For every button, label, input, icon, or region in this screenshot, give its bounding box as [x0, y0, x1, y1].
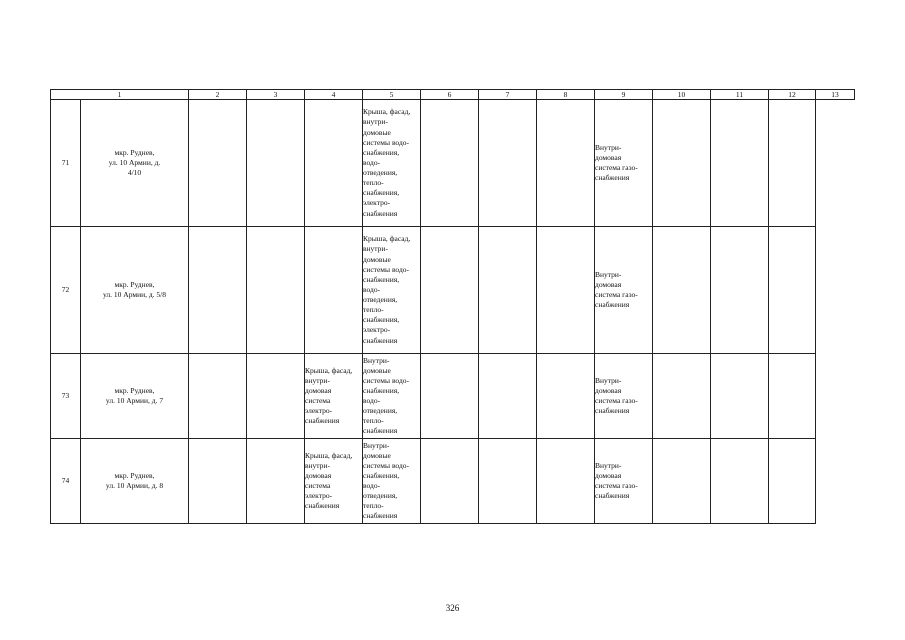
empty-cell	[421, 354, 479, 439]
empty-cell	[537, 354, 595, 439]
address-cell: мкр. Руднев, ул. 10 Армии, д. 4/10	[81, 100, 189, 227]
address-cell: мкр. Руднев, ул. 10 Армии, д. 8	[81, 439, 189, 524]
empty-cell	[479, 100, 537, 227]
column-header: 3	[247, 90, 305, 100]
empty-cell	[479, 354, 537, 439]
empty-cell	[189, 439, 247, 524]
work-type-cell: Внутри- домовая система газо- снабжения	[595, 354, 653, 439]
empty-cell	[769, 100, 816, 227]
empty-cell	[247, 100, 305, 227]
table-row	[51, 354, 855, 439]
empty-cell	[189, 354, 247, 439]
column-header: 8	[537, 90, 595, 100]
empty-cell	[711, 227, 769, 354]
empty-cell	[247, 227, 305, 354]
row-number: 74	[51, 439, 81, 524]
empty-cell	[769, 439, 816, 524]
address-cell: мкр. Руднев, ул. 10 Армии, д. 7	[81, 354, 189, 439]
empty-cell	[653, 439, 711, 524]
empty-cell	[421, 227, 479, 354]
column-header: 12	[769, 90, 816, 100]
row-number: 72	[51, 227, 81, 354]
empty-cell	[711, 439, 769, 524]
empty-cell	[537, 439, 595, 524]
work-type-cell: Крыша, фасад, внутри- домовые системы водо- снабжения, водо- отведения, тепло- снабжения, электро- снабжения	[363, 227, 421, 354]
empty-cell	[653, 354, 711, 439]
page-number: 326	[445, 603, 460, 613]
table-row	[51, 439, 855, 524]
empty-cell	[421, 439, 479, 524]
table-row	[51, 100, 855, 227]
empty-cell	[711, 100, 769, 227]
work-type-cell	[305, 227, 363, 354]
empty-cell	[189, 100, 247, 227]
table-row	[51, 227, 855, 354]
empty-cell	[421, 100, 479, 227]
work-type-cell	[305, 100, 363, 227]
work-type-cell: Внутри- домовые системы водо- снабжения, водо- отведения, тепло- снабжения	[363, 439, 421, 524]
address-cell: мкр. Руднев, ул. 10 Армии, д. 5/8	[81, 227, 189, 354]
column-header: 13	[816, 90, 855, 100]
empty-cell	[479, 439, 537, 524]
column-header: 5	[363, 90, 421, 100]
empty-cell	[537, 100, 595, 227]
empty-cell	[769, 227, 816, 354]
empty-cell	[247, 439, 305, 524]
row-number: 71	[51, 100, 81, 227]
work-type-cell: Внутри- домовая система газо- снабжения	[595, 439, 653, 524]
empty-cell	[653, 227, 711, 354]
empty-cell	[537, 227, 595, 354]
empty-cell	[769, 354, 816, 439]
work-type-cell: Крыша, фасад, внутри- домовые системы водо- снабжения, водо- отведения, тепло- снабжения, электро- снабжения	[363, 100, 421, 227]
column-header: 9	[595, 90, 653, 100]
column-header: 10	[653, 90, 711, 100]
work-type-cell: Крыша, фасад, внутри- домовая система электро- снабжения	[305, 354, 363, 439]
column-header: 7	[479, 90, 537, 100]
empty-cell	[653, 100, 711, 227]
work-type-cell: Внутри- домовая система газо- снабжения	[595, 100, 653, 227]
work-type-cell: Крыша, фасад, внутри- домовая система электро- снабжения	[305, 439, 363, 524]
column-header: 4	[305, 90, 363, 100]
column-header: 1	[51, 90, 189, 100]
empty-cell	[189, 227, 247, 354]
row-number: 73	[51, 354, 81, 439]
column-header: 6	[421, 90, 479, 100]
column-header: 11	[711, 90, 769, 100]
header-row	[51, 90, 855, 100]
column-header: 2	[189, 90, 247, 100]
repair-schedule-table	[50, 89, 855, 524]
empty-cell	[247, 354, 305, 439]
empty-cell	[479, 227, 537, 354]
work-type-cell: Внутри- домовые системы водо- снабжения, водо- отведения, тепло- снабжения	[363, 354, 421, 439]
work-type-cell: Внутри- домовая система газо- снабжения	[595, 227, 653, 354]
empty-cell	[711, 354, 769, 439]
